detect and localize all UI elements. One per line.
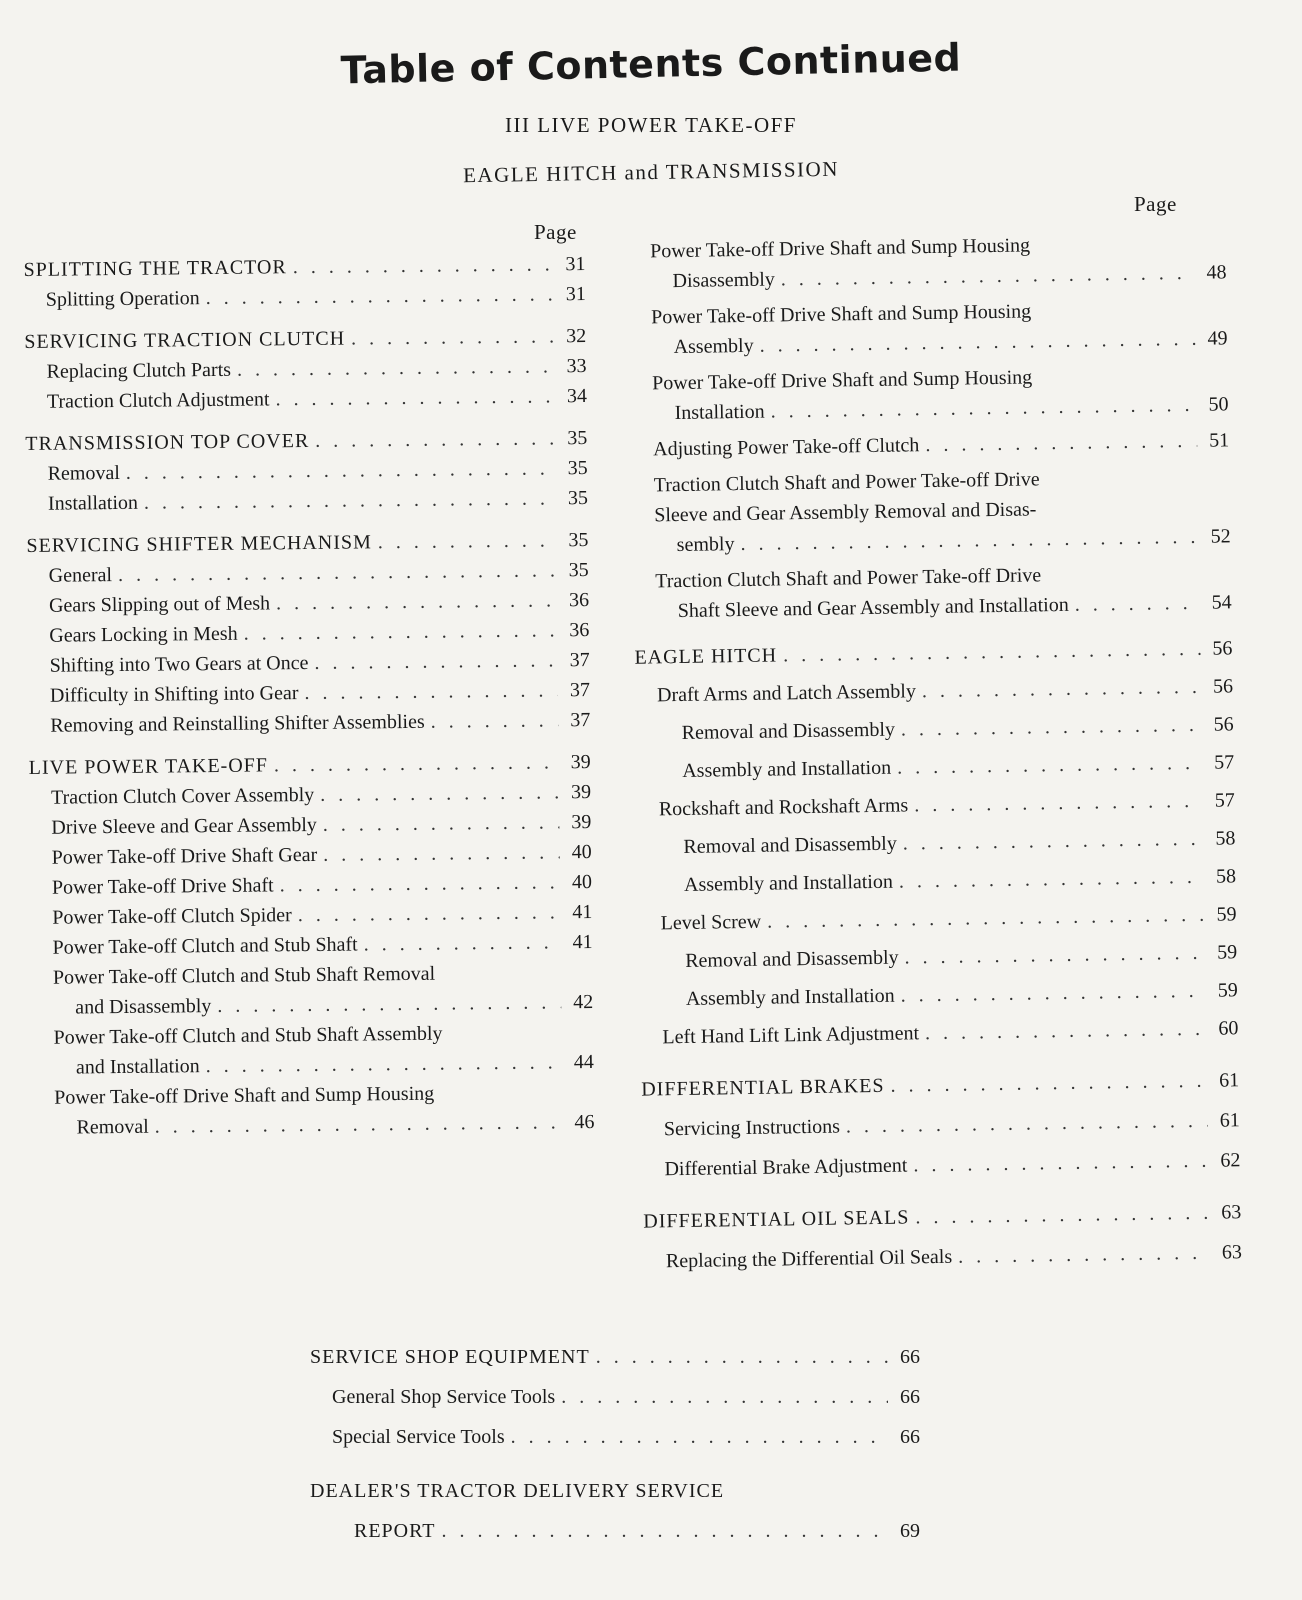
toc-section bbox=[310, 1342, 920, 1372]
toc-page-number: 35 bbox=[567, 487, 589, 510]
toc-entry bbox=[31, 1017, 594, 1083]
toc-entry bbox=[635, 709, 1233, 748]
toc-page-number: 66 bbox=[900, 1386, 920, 1408]
toc-entry-title: Difficulty in Shifting into Gear bbox=[49, 682, 299, 707]
toc-page-number: 35 bbox=[567, 427, 588, 450]
toc-bottom-block bbox=[310, 1342, 920, 1546]
toc-entry-title: DIFFERENTIAL OIL SEALS bbox=[643, 1206, 910, 1233]
toc-page-number: 50 bbox=[1208, 393, 1229, 416]
toc-section bbox=[310, 1476, 920, 1546]
toc-entry-title: SERVICING SHIFTER MECHANISM bbox=[26, 531, 372, 557]
toc-entry-title-cont: sembly bbox=[676, 533, 735, 557]
toc-page-number: 51 bbox=[1208, 429, 1230, 452]
toc-right-column bbox=[628, 227, 1242, 1276]
toc-page-number: 35 bbox=[567, 457, 588, 480]
toc-entry-title-cont: and Disassembly bbox=[75, 995, 212, 1019]
toc-page-number: 57 bbox=[1214, 789, 1235, 812]
toc-entry-title: Traction Clutch Cover Assembly bbox=[50, 783, 315, 809]
toc-entry-title: SERVICE SHOP EQUIPMENT bbox=[310, 1346, 590, 1368]
toc-entry-title-cont: Disassembly bbox=[672, 268, 775, 293]
toc-page-number: 37 bbox=[569, 649, 590, 672]
toc-page-number: 39 bbox=[570, 751, 591, 774]
toc-entry-title: TRANSMISSION TOP COVER bbox=[25, 429, 310, 455]
toc-entry-title: Traction Clutch Adjustment bbox=[46, 388, 270, 413]
toc-entry bbox=[633, 557, 1232, 626]
toc-entry-title: DEALER'S TRACTOR DELIVERY SERVICE bbox=[310, 1480, 725, 1502]
page-title: Table of Contents Continued bbox=[340, 35, 962, 93]
toc-entry bbox=[638, 899, 1236, 938]
toc-entry-title: Removing and Reinstalling Shifter Assemblies bbox=[50, 710, 425, 737]
toc-entry-title: Adjusting Power Take-off Clutch bbox=[653, 434, 920, 461]
toc-entry-title: Power Take-off Drive Shaft and Sump Housing bbox=[650, 300, 1032, 329]
toc-page-number: 41 bbox=[572, 901, 593, 924]
toc-page-number: 36 bbox=[568, 589, 590, 612]
toc-entry-title: Draft Arms and Latch Assembly bbox=[656, 680, 917, 707]
section-subheading: EAGLE HITCH and TRANSMISSION bbox=[462, 156, 840, 188]
toc-entry-title: Power Take-off Clutch and Stub Shaft Assembly bbox=[53, 1022, 443, 1049]
toc-entry bbox=[26, 483, 588, 519]
toc-entry bbox=[644, 1237, 1242, 1276]
toc-page-number: 44 bbox=[573, 1051, 594, 1074]
toc-page-number: 60 bbox=[1218, 1017, 1239, 1040]
toc-entry-title: EAGLE HITCH bbox=[634, 644, 778, 669]
toc-page-number: 56 bbox=[1213, 713, 1234, 736]
toc-section bbox=[634, 633, 1232, 672]
toc-entry bbox=[635, 671, 1233, 710]
toc-page-number: 35 bbox=[568, 559, 589, 582]
toc-entry-title: Power Take-off Clutch and Stub Shaft Removal bbox=[52, 962, 436, 989]
toc-entry-title: Traction Clutch Shaft and Power Take-off Drive bbox=[655, 564, 1042, 593]
toc-page-number: 31 bbox=[565, 283, 586, 306]
toc-entry-title: Removal and Disassembly bbox=[683, 832, 897, 858]
toc-page-number: 56 bbox=[1212, 675, 1234, 698]
toc-left-column bbox=[23, 249, 594, 1143]
page-column-label-left: Page bbox=[534, 220, 577, 244]
toc-entry bbox=[32, 1077, 595, 1143]
toc-page-number: 32 bbox=[566, 325, 587, 348]
toc-page-number: 40 bbox=[571, 841, 592, 864]
toc-page-number: 31 bbox=[565, 253, 586, 276]
toc-page-number: 66 bbox=[900, 1426, 920, 1448]
toc-page-number: 36 bbox=[569, 619, 590, 642]
toc-page-number: 49 bbox=[1207, 327, 1228, 350]
toc-entry-title: Shifting into Two Gears at Once bbox=[49, 652, 309, 677]
toc-entry-title: Removal and Disassembly bbox=[685, 946, 899, 972]
toc-entry bbox=[31, 957, 594, 1023]
toc-page-number: 37 bbox=[569, 679, 591, 702]
toc-entry-title-cont: and Installation bbox=[75, 1055, 200, 1079]
toc-entry-title: LIVE POWER TAKE-OFF bbox=[28, 754, 269, 779]
toc-entry bbox=[310, 1382, 920, 1412]
toc-page-number: 61 bbox=[1219, 1109, 1240, 1132]
toc-entry-title: Traction Clutch Shaft and Power Take-off Drive bbox=[653, 468, 1040, 497]
toc-entry bbox=[28, 705, 590, 741]
toc-entry bbox=[636, 747, 1234, 786]
toc-entry-title: DIFFERENTIAL BRAKES bbox=[641, 1074, 885, 1101]
toc-entry-title: General Shop Service Tools bbox=[332, 1386, 556, 1408]
toc-entry bbox=[639, 937, 1237, 976]
toc-entry bbox=[628, 227, 1227, 296]
toc-entry-title: Power Take-off Clutch Spider bbox=[52, 904, 292, 929]
toc-entry-title: Removal and Disassembly bbox=[681, 718, 896, 744]
toc-entry-title: Assembly and Installation bbox=[685, 984, 895, 1010]
toc-entry-title: SERVICING TRACTION CLUTCH bbox=[24, 327, 346, 353]
toc-entry-title: Special Service Tools bbox=[332, 1426, 505, 1448]
toc-page-number: 57 bbox=[1214, 751, 1235, 774]
toc-entry-title: Installation bbox=[47, 491, 139, 515]
toc-page-number: 58 bbox=[1215, 865, 1237, 888]
toc-entry-title: Replacing Clutch Parts bbox=[46, 358, 232, 383]
toc-page-number: 37 bbox=[570, 709, 591, 732]
toc-entry-title: Power Take-off Drive Shaft and Sump Housing bbox=[54, 1082, 435, 1109]
toc-page-number: 56 bbox=[1212, 637, 1233, 660]
toc-page-number: 39 bbox=[571, 811, 592, 834]
toc-page-number: 39 bbox=[570, 781, 592, 804]
toc-entry bbox=[637, 823, 1235, 862]
toc-entry-title: Differential Brake Adjustment bbox=[664, 1154, 908, 1181]
toc-entry-title: Assembly and Installation bbox=[683, 870, 894, 896]
toc-page-number: 59 bbox=[1217, 979, 1238, 1002]
page-column-label-right: Page bbox=[1134, 192, 1177, 216]
toc-section bbox=[643, 1197, 1241, 1236]
toc-section bbox=[641, 1065, 1239, 1104]
toc-entry-title: SPLITTING THE TRACTOR bbox=[23, 256, 287, 281]
toc-entry-title: Power Take-off Drive Shaft Gear bbox=[51, 843, 318, 869]
toc-page-number: 69 bbox=[900, 1520, 920, 1542]
toc-entry bbox=[25, 381, 587, 417]
toc-page-number: 52 bbox=[1210, 525, 1231, 548]
toc-entry bbox=[637, 785, 1235, 824]
toc-page-number: 42 bbox=[573, 991, 594, 1014]
toc-page-number: 54 bbox=[1211, 591, 1232, 614]
toc-page-number: 66 bbox=[900, 1346, 920, 1368]
toc-page-number: 61 bbox=[1219, 1069, 1240, 1092]
toc-entry-title: Power Take-off Drive Shaft and Sump Housing bbox=[649, 234, 1031, 263]
toc-page-number: 33 bbox=[566, 355, 587, 378]
toc-page-number: 40 bbox=[571, 871, 593, 894]
toc-entry-title: Servicing Instructions bbox=[663, 1115, 841, 1141]
toc-entry bbox=[642, 1105, 1240, 1144]
toc-entry bbox=[24, 279, 586, 315]
toc-entry-title-cont: Removal bbox=[76, 1115, 149, 1139]
toc-entry bbox=[310, 1422, 920, 1452]
toc-entry-title: Power Take-off Drive Shaft and Sump Housing bbox=[652, 366, 1033, 395]
toc-entry-title: Gears Slipping out of Mesh bbox=[48, 592, 271, 617]
toc-page-number: 46 bbox=[574, 1111, 595, 1134]
toc-entry-title-cont: Sleeve and Gear Assembly Removal and Disas- bbox=[654, 498, 1037, 527]
toc-entry-title: Assembly and Installation bbox=[682, 756, 892, 782]
toc-entry-title-cont: REPORT bbox=[354, 1520, 436, 1542]
toc-entry bbox=[638, 861, 1236, 900]
toc-entry bbox=[640, 975, 1238, 1014]
toc-entry-title: Power Take-off Drive Shaft bbox=[51, 874, 274, 899]
toc-entry-title: General bbox=[48, 564, 113, 587]
toc-entry-title: Rockshaft and Rockshaft Arms bbox=[658, 794, 909, 821]
toc-page-number: 63 bbox=[1221, 1241, 1243, 1264]
toc-page-number: 63 bbox=[1221, 1201, 1242, 1224]
toc-page-number: 35 bbox=[568, 529, 589, 552]
toc-entry bbox=[629, 293, 1228, 362]
toc-page-number: 62 bbox=[1220, 1149, 1241, 1172]
toc-entry-title-cont: Installation bbox=[674, 400, 765, 425]
toc-page-number: 41 bbox=[572, 931, 593, 954]
toc-entry-title: Drive Sleeve and Gear Assembly bbox=[51, 813, 317, 839]
toc-entry-title: Power Take-off Clutch and Stub Shaft bbox=[52, 933, 358, 959]
toc-entry-title: Level Screw bbox=[660, 910, 762, 935]
toc-entry bbox=[642, 1145, 1240, 1184]
toc-entry bbox=[632, 461, 1231, 560]
toc-entry-title-cont: Shaft Sleeve and Gear Assembly and Installation bbox=[677, 593, 1069, 623]
toc-entry-title: Removal bbox=[47, 461, 120, 485]
section-heading: III LIVE POWER TAKE-OFF bbox=[505, 113, 797, 137]
toc-entry bbox=[640, 1013, 1238, 1052]
toc-entry-title: Left Hand Lift Link Adjustment bbox=[662, 1022, 920, 1049]
toc-entry-title: Replacing the Differential Oil Seals bbox=[665, 1245, 953, 1273]
toc-entry-title-cont: Assembly bbox=[673, 334, 754, 359]
toc-entry bbox=[630, 359, 1229, 428]
toc-page-number: 34 bbox=[566, 385, 587, 408]
toc-page-number: 58 bbox=[1215, 827, 1236, 850]
toc-entry-title: Splitting Operation bbox=[45, 287, 200, 311]
toc-page-number: 59 bbox=[1216, 903, 1237, 926]
toc-entry-title: Gears Locking in Mesh bbox=[49, 622, 238, 647]
toc-page-number: 59 bbox=[1217, 941, 1238, 964]
toc-page-number: 48 bbox=[1206, 261, 1227, 284]
